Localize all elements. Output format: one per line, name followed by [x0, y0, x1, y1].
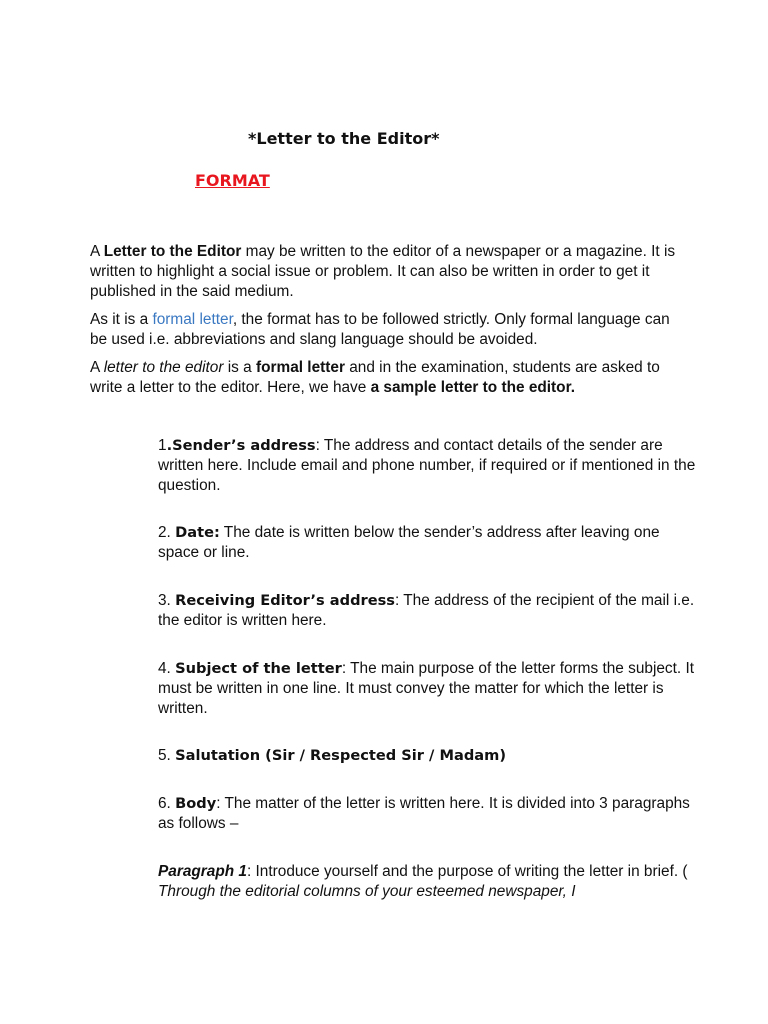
item-heading: Subject of the letter — [175, 660, 342, 677]
paragraph-label: Paragraph 1 — [158, 863, 247, 880]
format-heading: FORMAT — [195, 171, 270, 190]
item-heading: Body — [175, 795, 217, 812]
list-item-receiving-editors-address — [158, 591, 698, 631]
intro-paragraph-3 — [90, 358, 690, 398]
list-item-senders-address — [158, 436, 698, 496]
bold-run: Letter to the Editor — [103, 243, 242, 260]
item-heading: Salutation (Sir / Respected Sir / Madam) — [175, 747, 507, 764]
italic-run: letter to the editor — [103, 359, 224, 376]
formal-letter-link[interactable]: formal letter — [152, 311, 233, 328]
item-number: 1 — [158, 437, 167, 454]
list-item-body — [158, 794, 698, 834]
bold-run: a sample letter to the editor. — [370, 379, 576, 396]
intro-paragraph-2 — [90, 310, 690, 350]
list-item-salutation — [158, 746, 698, 766]
item-text: : The address and contact details of the sender are written here. Include email and phone number, if required or if mentioned in the question. — [158, 437, 696, 494]
italic-run: Through the editorial columns of your esteemed newspaper, I — [158, 883, 576, 900]
text-run: may be written to the editor of a newspaper or a magazine. It is written to highlight a social issue or problem. It can also be written in order to get it published in the said medium. — [90, 243, 676, 300]
item-text: : The address of the recipient of the mail i.e. the editor is written here. — [158, 592, 695, 629]
bold-run: formal letter — [256, 359, 345, 376]
item-text: : The main purpose of the letter forms the subject. It must be written in one line. It must convey the matter for which the letter is written. — [158, 660, 694, 717]
text-run: A — [90, 359, 104, 376]
text-run: is a — [223, 359, 256, 376]
item-number: 6. — [158, 795, 176, 812]
item-heading: Receiving Editor’s address — [175, 592, 395, 609]
item-text: : Introduce yourself and the purpose of writing the letter in brief. ( — [246, 863, 688, 880]
intro-paragraph-1 — [90, 242, 690, 302]
item-number: 3. — [158, 592, 176, 609]
text-run: As it is a — [90, 311, 153, 328]
item-text: : The matter of the letter is written here. It is divided into 3 paragraphs as follows – — [158, 795, 690, 832]
list-item-subject — [158, 659, 698, 719]
item-number: 4. — [158, 660, 176, 677]
text-run: and in the examination, students are asked to write a letter to the editor. Here, we have — [90, 359, 660, 396]
item-text: The date is written below the sender’s address after leaving one space or line. — [158, 524, 660, 561]
paragraph-1-description — [158, 862, 698, 902]
text-run: , the format has to be followed strictly. Only formal language can be used i.e. abbreviations and slang language should be avoided. — [90, 311, 670, 348]
document-title: *Letter to the Editor* — [248, 129, 440, 148]
item-heading: Date: — [175, 524, 220, 541]
text-run: A — [90, 243, 104, 260]
item-number: 2. — [158, 524, 176, 541]
item-heading: .Sender’s address — [166, 437, 316, 454]
item-number: 5. — [158, 747, 176, 764]
list-item-date — [158, 523, 698, 563]
